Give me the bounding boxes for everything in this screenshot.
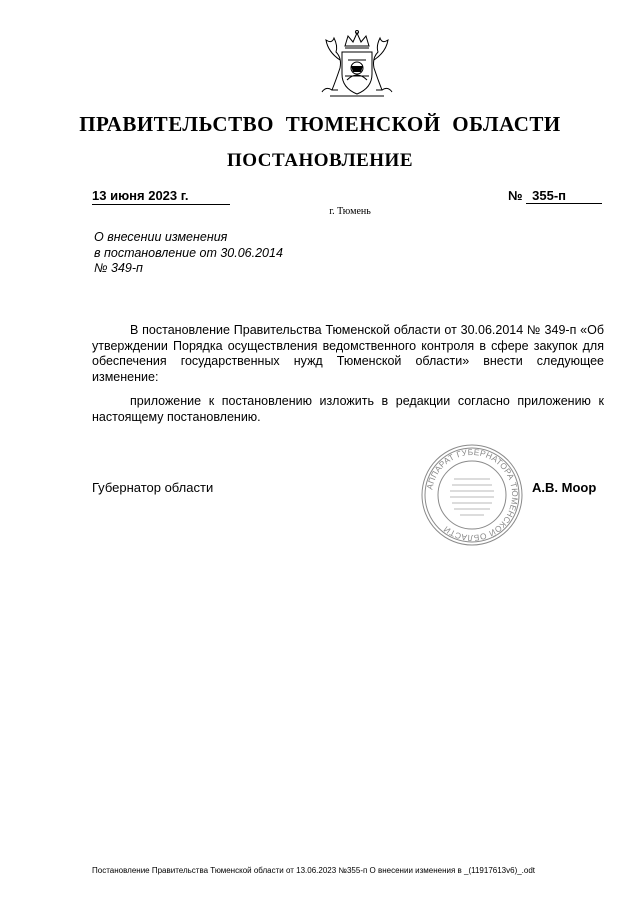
stamp-ring-text: АППАРАТ ГУБЕРНАТОРА ТЮМЕНСКОЙ ОБЛАСТИ xyxy=(424,446,521,544)
signatory-name: А.В. Моор xyxy=(532,480,597,495)
number-sign: № xyxy=(508,188,523,203)
document-body xyxy=(92,323,604,434)
document-subject xyxy=(94,230,283,277)
coat-of-arms-emblem xyxy=(312,30,402,102)
government-title: ПРАВИТЕЛЬСТВО ТЮМЕНСКОЙ ОБЛАСТИ xyxy=(79,112,561,136)
footer-file-reference: Постановление Правительства Тюменской области от 13.06.2023 №355-п О внесении изменения в _(11917613v6)_.odt xyxy=(92,866,536,875)
subject-line-3: № 349-п xyxy=(94,261,143,275)
document-type: ПОСТАНОВЛЕНИЕ xyxy=(226,150,414,171)
document-date: 13 июня 2023 г. xyxy=(92,188,230,205)
subject-line-2: в постановление от 30.06.2014 xyxy=(94,245,283,260)
body-paragraph-1: В постановление Правительства Тюменской области от 30.06.2014 № 349-п «Об утверждении Порядка осуществления ведомственного контроля в сфере закупок для обеспечения государственных нужд Тюменской области» внести следующее изменение: xyxy=(92,323,604,384)
document-number xyxy=(508,188,604,204)
subject-line-1: О внесении изменения xyxy=(94,230,228,244)
number-value: 355-п xyxy=(526,188,602,204)
city-label: г. Тюмень xyxy=(329,206,371,217)
official-stamp xyxy=(420,443,524,547)
body-paragraph-2: приложение к постановлению изложить в редакции согласно приложению к настоящему постановлению. xyxy=(92,394,604,424)
signatory-role: Губернатор области xyxy=(92,480,214,495)
